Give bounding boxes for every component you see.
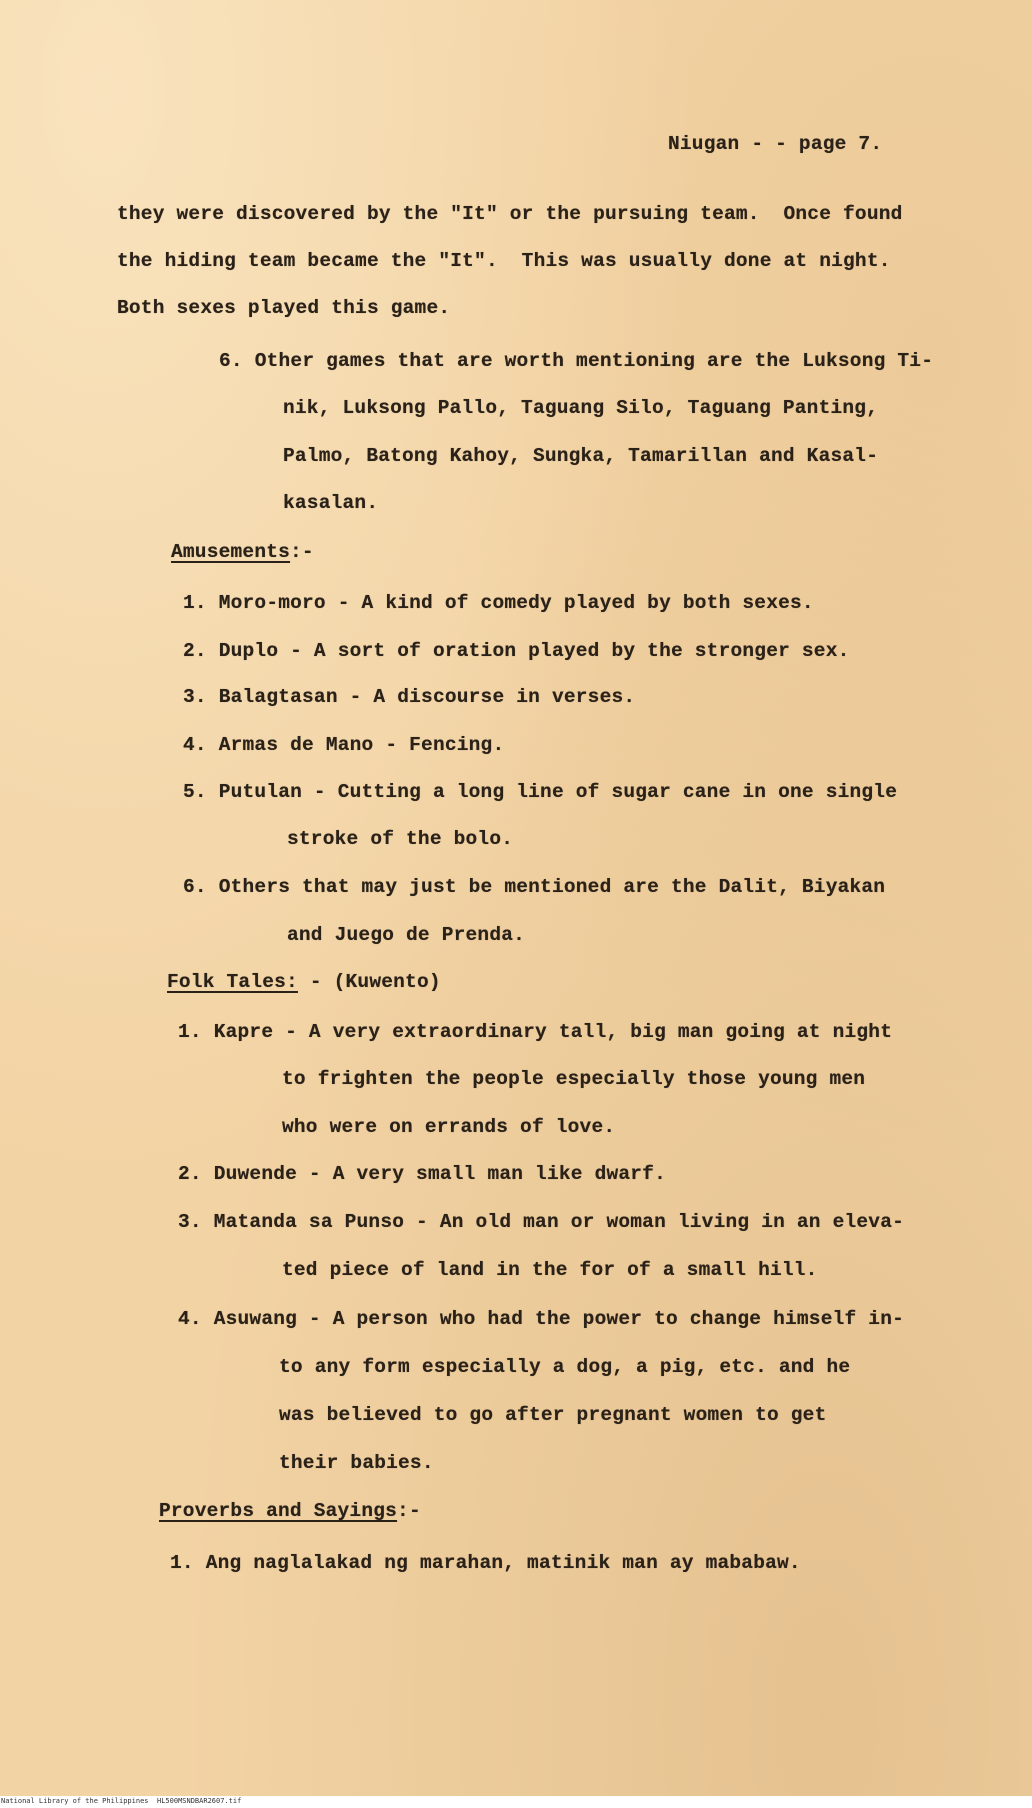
- intro-line-3: Both sexes played this game.: [117, 297, 451, 319]
- amusement-item-3: 3. Balagtasan - A discourse in verses.: [183, 686, 636, 708]
- proverb-item-1: 1. Ang naglalakad ng marahan, matinik man ay mababaw.: [170, 1552, 801, 1574]
- folk-tales-heading: [167, 970, 441, 994]
- page-number-header: Niugan - - page 7.: [668, 133, 883, 155]
- folk-tale-item-4-line-3: was believed to go after pregnant women to get: [279, 1404, 827, 1426]
- amusement-item-5-line-1: 5. Putulan - Cutting a long line of sugar cane in one single: [183, 781, 898, 803]
- amusements-heading-suffix: :-: [290, 541, 314, 563]
- amusement-item-5-line-2: stroke of the bolo.: [287, 828, 514, 850]
- folk-tales-heading-text: Folk Tales:: [167, 971, 298, 993]
- footer-library-name: National Library of the Philippines: [1, 1797, 149, 1805]
- games-item-6-line-2: nik, Luksong Pallo, Taguang Silo, Taguang Panting,: [283, 397, 879, 419]
- folk-tale-item-4-line-1: 4. Asuwang - A person who had the power to change himself in-: [178, 1308, 905, 1330]
- folk-tale-item-3-line-1: 3. Matanda sa Punso - An old man or woman living in an eleva-: [178, 1211, 905, 1233]
- proverbs-heading: [159, 1499, 421, 1523]
- amusements-heading-text: Amusements: [171, 541, 291, 563]
- amusement-item-1: 1. Moro-moro - A kind of comedy played by both sexes.: [183, 592, 814, 614]
- games-item-6-line-3: Palmo, Batong Kahoy, Sungka, Tamarillan and Kasal-: [283, 445, 879, 467]
- folk-tale-item-4-line-4: their babies.: [279, 1452, 434, 1474]
- footer-file-id: HL500MSNDBAR2607.tif: [157, 1797, 242, 1805]
- folk-tales-heading-suffix: - (Kuwento): [297, 971, 441, 993]
- proverbs-heading-text: Proverbs and Sayings: [159, 1500, 398, 1522]
- amusement-item-4: 4. Armas de Mano - Fencing.: [183, 734, 505, 756]
- folk-tale-item-2: 2. Duwende - A very small man like dwarf.: [178, 1163, 666, 1185]
- proverbs-heading-suffix: :-: [397, 1500, 421, 1522]
- amusement-item-2: 2. Duplo - A sort of oration played by the stronger sex.: [183, 640, 850, 662]
- scan-footer-strip: [0, 1796, 1032, 1808]
- amusement-item-6-line-2: and Juego de Prenda.: [287, 924, 526, 946]
- amusement-item-6-line-1: 6. Others that may just be mentioned are the Dalit, Biyakan: [183, 876, 886, 898]
- folk-tale-item-4-line-2: to any form especially a dog, a pig, etc. and he: [279, 1356, 851, 1378]
- folk-tale-item-3-line-2: ted piece of land in the for of a small hill.: [282, 1259, 818, 1281]
- folk-tale-item-1-line-1: 1. Kapre - A very extraordinary tall, big man going at night: [178, 1021, 893, 1043]
- intro-line-1: they were discovered by the "It" or the pursuing team. Once found: [117, 203, 903, 225]
- amusements-heading: [171, 540, 314, 564]
- games-item-6-line-1: 6. Other games that are worth mentioning are the Luksong Ti-: [219, 350, 934, 372]
- folk-tale-item-1-line-2: to frighten the people especially those young men: [282, 1068, 866, 1090]
- games-item-6-line-4: kasalan.: [283, 492, 379, 514]
- intro-line-2: the hiding team became the "It". This was usually done at night.: [117, 250, 891, 272]
- folk-tale-item-1-line-3: who were on errands of love.: [282, 1116, 616, 1138]
